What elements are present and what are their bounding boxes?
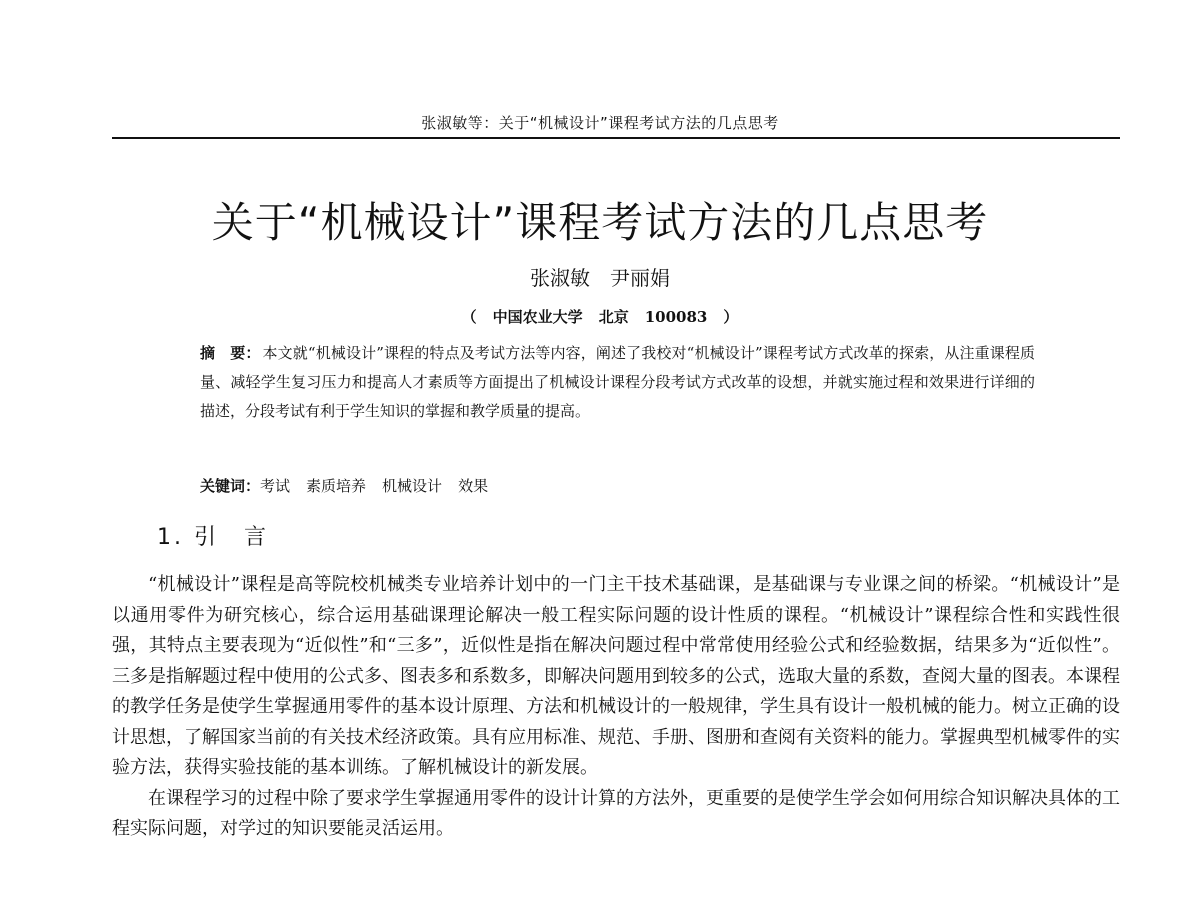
keywords-label: 关键词： <box>200 477 261 495</box>
author-name: 张淑敏 <box>530 266 590 290</box>
header-rule <box>112 137 1120 139</box>
abstract-text: 本文就“机械设计”课程的特点及考试方法等内容，阐述了我校对“机械设计”课程考试方式改革的探索，从注重课程质量、减轻学生复习压力和提高人才素质等方面提出了机械设计课程分段考试方式改革的设想，并就实施过程和效果进行详细的描述，分段考试有利于学生知识的掌握和教学质量的提高。 <box>200 344 1035 420</box>
section-title: 引 言 <box>194 525 270 550</box>
affiliation-open-paren: （ <box>461 308 477 326</box>
section-heading <box>157 520 269 551</box>
body-text <box>112 570 1120 845</box>
keyword: 考试 <box>260 477 291 495</box>
abstract <box>200 339 1035 426</box>
affiliation <box>0 306 1200 327</box>
paper-title: 关于“机械设计”课程考试方法的几点思考 <box>211 198 989 247</box>
body-paragraph: 在课程学习的过程中除了要求学生掌握通用零件的设计计算的方法外，更重要的是使学生学会如何用综合知识解决具体的工程实际问题，对学过的知识要能灵活运用。 <box>112 787 1120 839</box>
author-list <box>0 262 1200 291</box>
body-paragraph: “机械设计”课程是高等院校机械类专业培养计划中的一门主干技术基础课，是基础课与专业课之间的桥梁。“机械设计”是以通用零件为研究核心，综合运用基础课理论解决一般工程实际问题的设计性质的课程。“机械设计”课程综合性和实践性很强，其特点主要表现为“近似性”和“三多”，近似性是指在解决问题过程中常常使用经验公式和经验数据，结果多为“近似性”。三多是指解题过程中使用的公式多、图表多和系数多，即解决问题用到较多的公式，选取大量的系数，查阅大量的图表。本课程的教学任务是使学生掌握通用零件的基本设计原理、方法和机械设计的一般规律，学生具有设计一般机械的能力。树立正确的设计思想，了解国家当前的有关技术经济政策。具有应用标准、规范、手册、图册和查阅有关资料的能力。掌握典型机械零件的实验方法，获得实验技能的基本训练。了解机械设计的新发展。 <box>112 574 1120 778</box>
affiliation-university: 中国农业大学 <box>492 308 583 326</box>
affiliation-city: 北京 <box>598 308 629 326</box>
keyword: 效果 <box>458 477 489 495</box>
running-head: 张淑敏等：关于“机械设计”课程考试方法的几点思考 <box>421 114 779 132</box>
abstract-label: 摘 要： <box>200 344 261 362</box>
affiliation-close-paren: ） <box>723 308 739 326</box>
affiliation-postcode: 100083 <box>644 308 708 326</box>
section-number: 1. <box>157 525 184 550</box>
keyword: 机械设计 <box>382 477 443 495</box>
keyword: 素质培养 <box>306 477 367 495</box>
author-name: 尹丽娟 <box>610 266 670 290</box>
keywords <box>200 475 504 496</box>
